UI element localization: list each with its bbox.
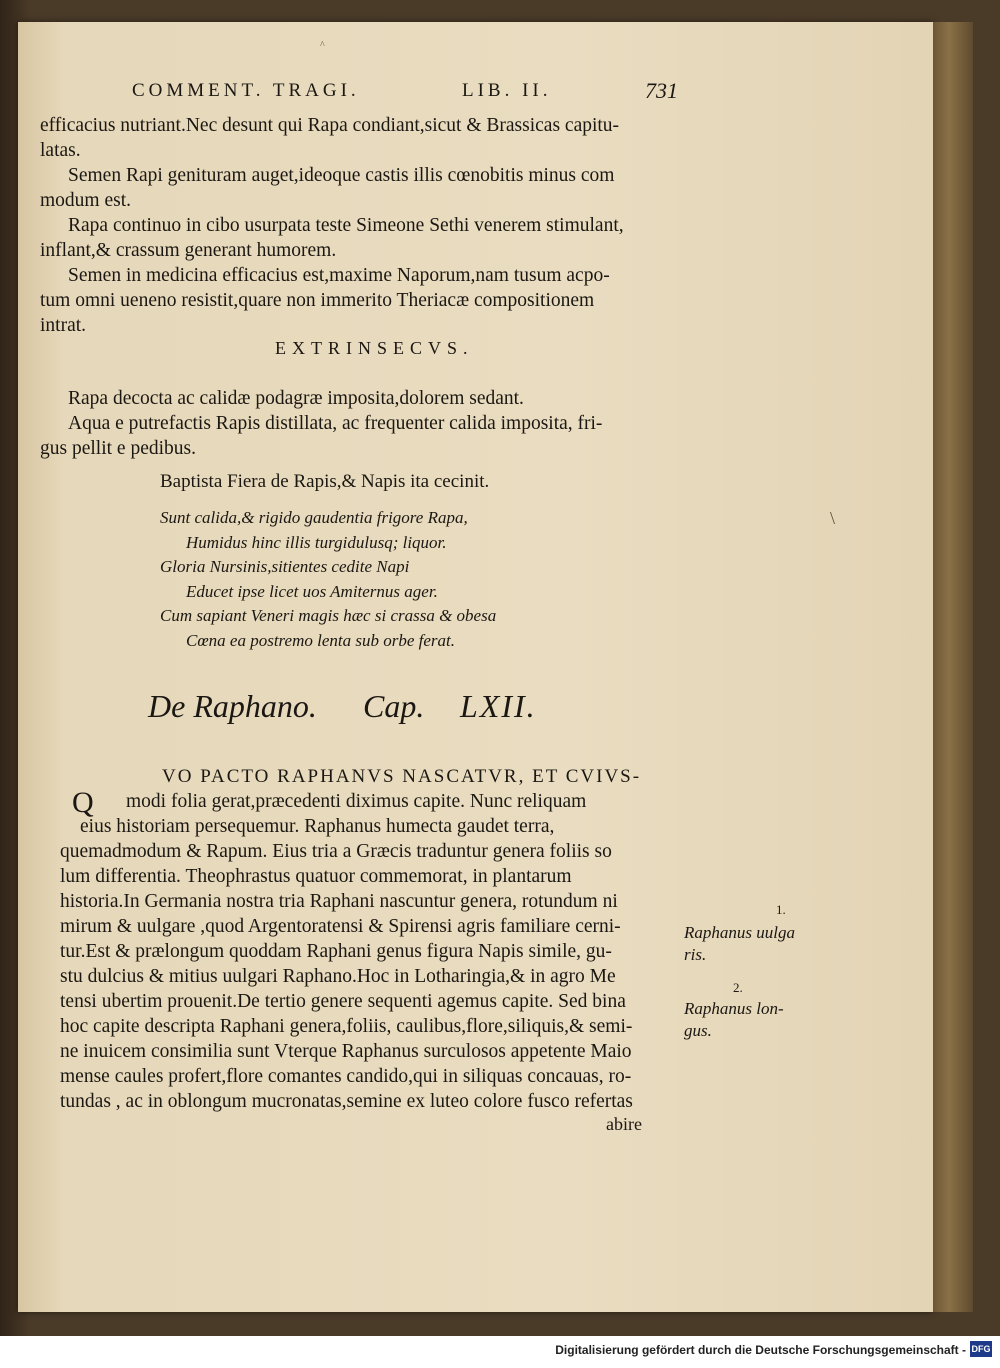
drop-initial: Q xyxy=(72,786,94,819)
chapter-first-line: VO PACTO RAPHANVS NASCATVR, ET CVIVS- xyxy=(162,766,642,787)
poem xyxy=(160,506,496,653)
text-line: tundas , ac in oblongum mucronatas,semine ex luteo colore fusco refertas xyxy=(60,1091,633,1112)
margin-note-number: 2. xyxy=(733,980,743,995)
text-line: Rapa decocta ac calidæ podagræ imposita,dolorem sedant. xyxy=(68,388,524,409)
margin-note xyxy=(684,998,784,1042)
text-line: gus pellit e pedibus. xyxy=(40,438,196,459)
text-line: efficacius nutriant.Nec desunt qui Rapa condiant,sicut & Brassicas capitu- xyxy=(40,115,620,136)
text-line: inflant,& crassum generant humorem. xyxy=(40,240,337,261)
margin-note-line: Raphanus uulga xyxy=(684,923,795,942)
text-line: stu dulcius & mitius uulgari Raphano.Hoc in Lotharingia,& in agro Me xyxy=(60,966,616,987)
dfg-logo: DFG xyxy=(970,1341,992,1357)
text-line: mense caules profert,flore comantes candido,qui in siliquas concauas, ro- xyxy=(60,1066,632,1087)
text-line: tum omni ueneno resistit,quare non immerito Theriacæ compositionem xyxy=(40,290,595,311)
chapter-number: LXII. xyxy=(460,688,537,724)
text-line: historia.In Germania nostra tria Raphani nascuntur genera, rotundum ni xyxy=(60,891,618,912)
poem-line: Humidus hinc illis turgidulusq; liquor. xyxy=(186,532,447,552)
margin-note xyxy=(684,922,795,966)
paragraph-block-1 xyxy=(40,113,700,338)
margin-note-line: Raphanus lon- xyxy=(684,999,784,1018)
section-heading: EXTRINSECVS. xyxy=(275,338,474,358)
text-line: hoc capite descripta Raphani genera,foliis, caulibus,flore,siliquis,& semi- xyxy=(60,1016,633,1037)
poem-line: Cœna ea postremo lenta sub orbe ferat. xyxy=(186,630,455,650)
poem-line: Educet ipse licet uos Amiternus ager. xyxy=(186,581,438,601)
chapter-cap-label: Cap. xyxy=(363,688,425,724)
chapter-title xyxy=(148,688,537,725)
margin-note-line: gus. xyxy=(684,1021,712,1040)
chapter-name: De Raphano. xyxy=(148,688,317,724)
paragraph-block-2 xyxy=(40,386,700,461)
text-line: tur.Est & prælongum quoddam Raphani genus figura Napis simile, gu- xyxy=(60,941,612,962)
text-line: Semen in medicina efficacius est,maxime Naporum,nam tusum acpo- xyxy=(68,265,610,286)
text-line: latas. xyxy=(40,140,81,161)
page-number: 731 xyxy=(645,78,678,103)
poem-intro: Baptista Fiera de Rapis,& Napis ita cecinit. xyxy=(160,471,490,492)
text-line: Aqua e putrefactis Rapis distillata, ac frequenter calida imposita, fri- xyxy=(68,413,603,434)
poem-line: Gloria Nursinis,sitientes cedite Napi xyxy=(160,557,410,576)
paragraph-block-3 xyxy=(60,789,690,1114)
poem-line: Cum sapiant Veneri magis hæc si crassa & obesa xyxy=(160,606,497,625)
stray-mark: \ xyxy=(830,508,836,528)
text-line: eius historiam persequemur. Raphanus humecta gaudet terra, xyxy=(80,816,555,837)
poem-line: Sunt calida,& rigido gaudentia frigore Rapa, xyxy=(160,508,468,527)
text-line: Rapa continuo in cibo usurpata teste Simeone Sethi venerem stimulant, xyxy=(68,215,624,236)
margin-note-line: ris. xyxy=(684,945,707,964)
running-title: COMMENT. TRAGI. xyxy=(132,80,360,101)
text-line: ne inuicem consimilia sunt Vterque Raphanus surculosos appetente Maio xyxy=(60,1041,632,1062)
text-line: lum differentia. Theophrastus quatuor commemorat, in plantarum xyxy=(60,866,572,887)
page-edge xyxy=(933,22,973,1312)
text-line: mirum & uulgare ,quod Argentoratensi & Spirensi agris familiare cerni- xyxy=(60,916,621,937)
text-line: quemadmodum & Rapum. Eius tria a Græcis traduntur genera foliis so xyxy=(60,841,612,862)
text-line: Semen Rapi genituram auget,ideoque castis illis cœnobitis minus com xyxy=(68,165,615,186)
text-line: modum est. xyxy=(40,190,131,211)
top-mark: ^ xyxy=(320,40,325,51)
margin-note-number: 1. xyxy=(776,902,786,917)
footer-credit: Digitalisierung gefördert durch die Deutsche Forschungsgemeinschaft - xyxy=(555,1343,966,1357)
catchword: abire xyxy=(606,1114,642,1134)
text-line: modi folia gerat,præcedenti diximus capite. Nunc reliquam xyxy=(126,791,587,812)
running-book: LIB. II. xyxy=(462,80,552,101)
text-line: intrat. xyxy=(40,315,87,336)
text-line: tensi ubertim prouenit.De tertio genere sequenti agemus capite. Sed bina xyxy=(60,991,626,1012)
